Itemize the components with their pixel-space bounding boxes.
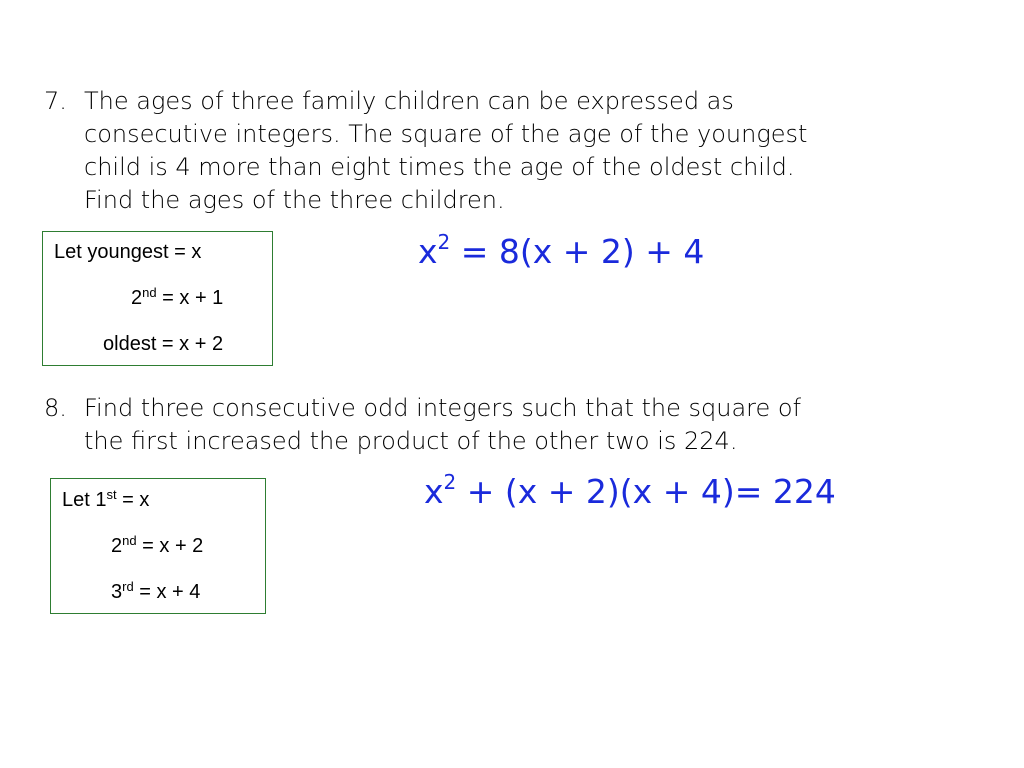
- problem-7-line-1: The ages of three family children can be expressed as: [84, 87, 734, 115]
- problem-8-statement: [44, 392, 944, 458]
- problem-7-equation-rest: = 8(x + 2) + 4: [450, 232, 705, 271]
- problem-7-def-second-rest: = x + 1: [156, 287, 224, 309]
- problem-7-number: 7.: [44, 87, 67, 115]
- problem-8-equation-base: x: [424, 472, 444, 511]
- problem-7-def-youngest: Let youngest = x: [54, 241, 202, 263]
- problem-7-line-4: Find the ages of the three children.: [84, 186, 505, 214]
- problem-8-def-third-rest: = x + 4: [133, 581, 201, 603]
- problem-8-equation-rest: + (x + 2)(x + 4)= 224: [456, 472, 836, 511]
- problem-7-def-oldest: oldest = x + 2: [103, 333, 224, 355]
- problem-7-def-second: [131, 287, 223, 310]
- problem-7-def-second-base: 2: [131, 287, 143, 309]
- problem-8-text: [84, 392, 944, 458]
- problem-8-equation-exponent: 2: [443, 470, 457, 494]
- problem-8-def-first-rest: = x: [116, 489, 150, 511]
- problem-8-def-third-sup: rd: [122, 579, 134, 594]
- problem-7-statement: [44, 85, 944, 217]
- problem-7-line-2: consecutive integers. The square of the age of the youngest: [84, 120, 808, 148]
- problem-8-def-second: [111, 535, 203, 558]
- problem-8-line-2: the first increased the product of the other two is 224.: [84, 427, 738, 455]
- problem-8-definitions-box: [50, 478, 266, 614]
- problem-8-def-first-base: Let 1: [62, 489, 107, 511]
- problem-8-def-second-rest: = x + 2: [136, 535, 204, 557]
- problem-7-def-second-sup: nd: [142, 285, 157, 300]
- problem-8-def-third-base: 3: [111, 581, 123, 603]
- problem-7-equation: [418, 232, 704, 271]
- problem-8-def-third: [111, 581, 200, 604]
- problem-7-equation-exponent: 2: [437, 230, 451, 254]
- problem-8-line-1: Find three consecutive odd integers such that the square of: [84, 394, 802, 422]
- problem-8-equation: [424, 472, 836, 511]
- problem-8-number: 8.: [44, 394, 67, 422]
- problem-8-def-first: [62, 489, 149, 512]
- problem-8-def-first-sup: st: [106, 487, 117, 502]
- problem-7-text: [84, 85, 944, 217]
- problem-8-def-second-base: 2: [111, 535, 123, 557]
- problem-8-def-second-sup: nd: [122, 533, 137, 548]
- problem-7-definitions-box: [42, 231, 273, 366]
- problem-7-equation-base: x: [418, 232, 438, 271]
- problem-7-line-3: child is 4 more than eight times the age of the oldest child.: [84, 153, 795, 181]
